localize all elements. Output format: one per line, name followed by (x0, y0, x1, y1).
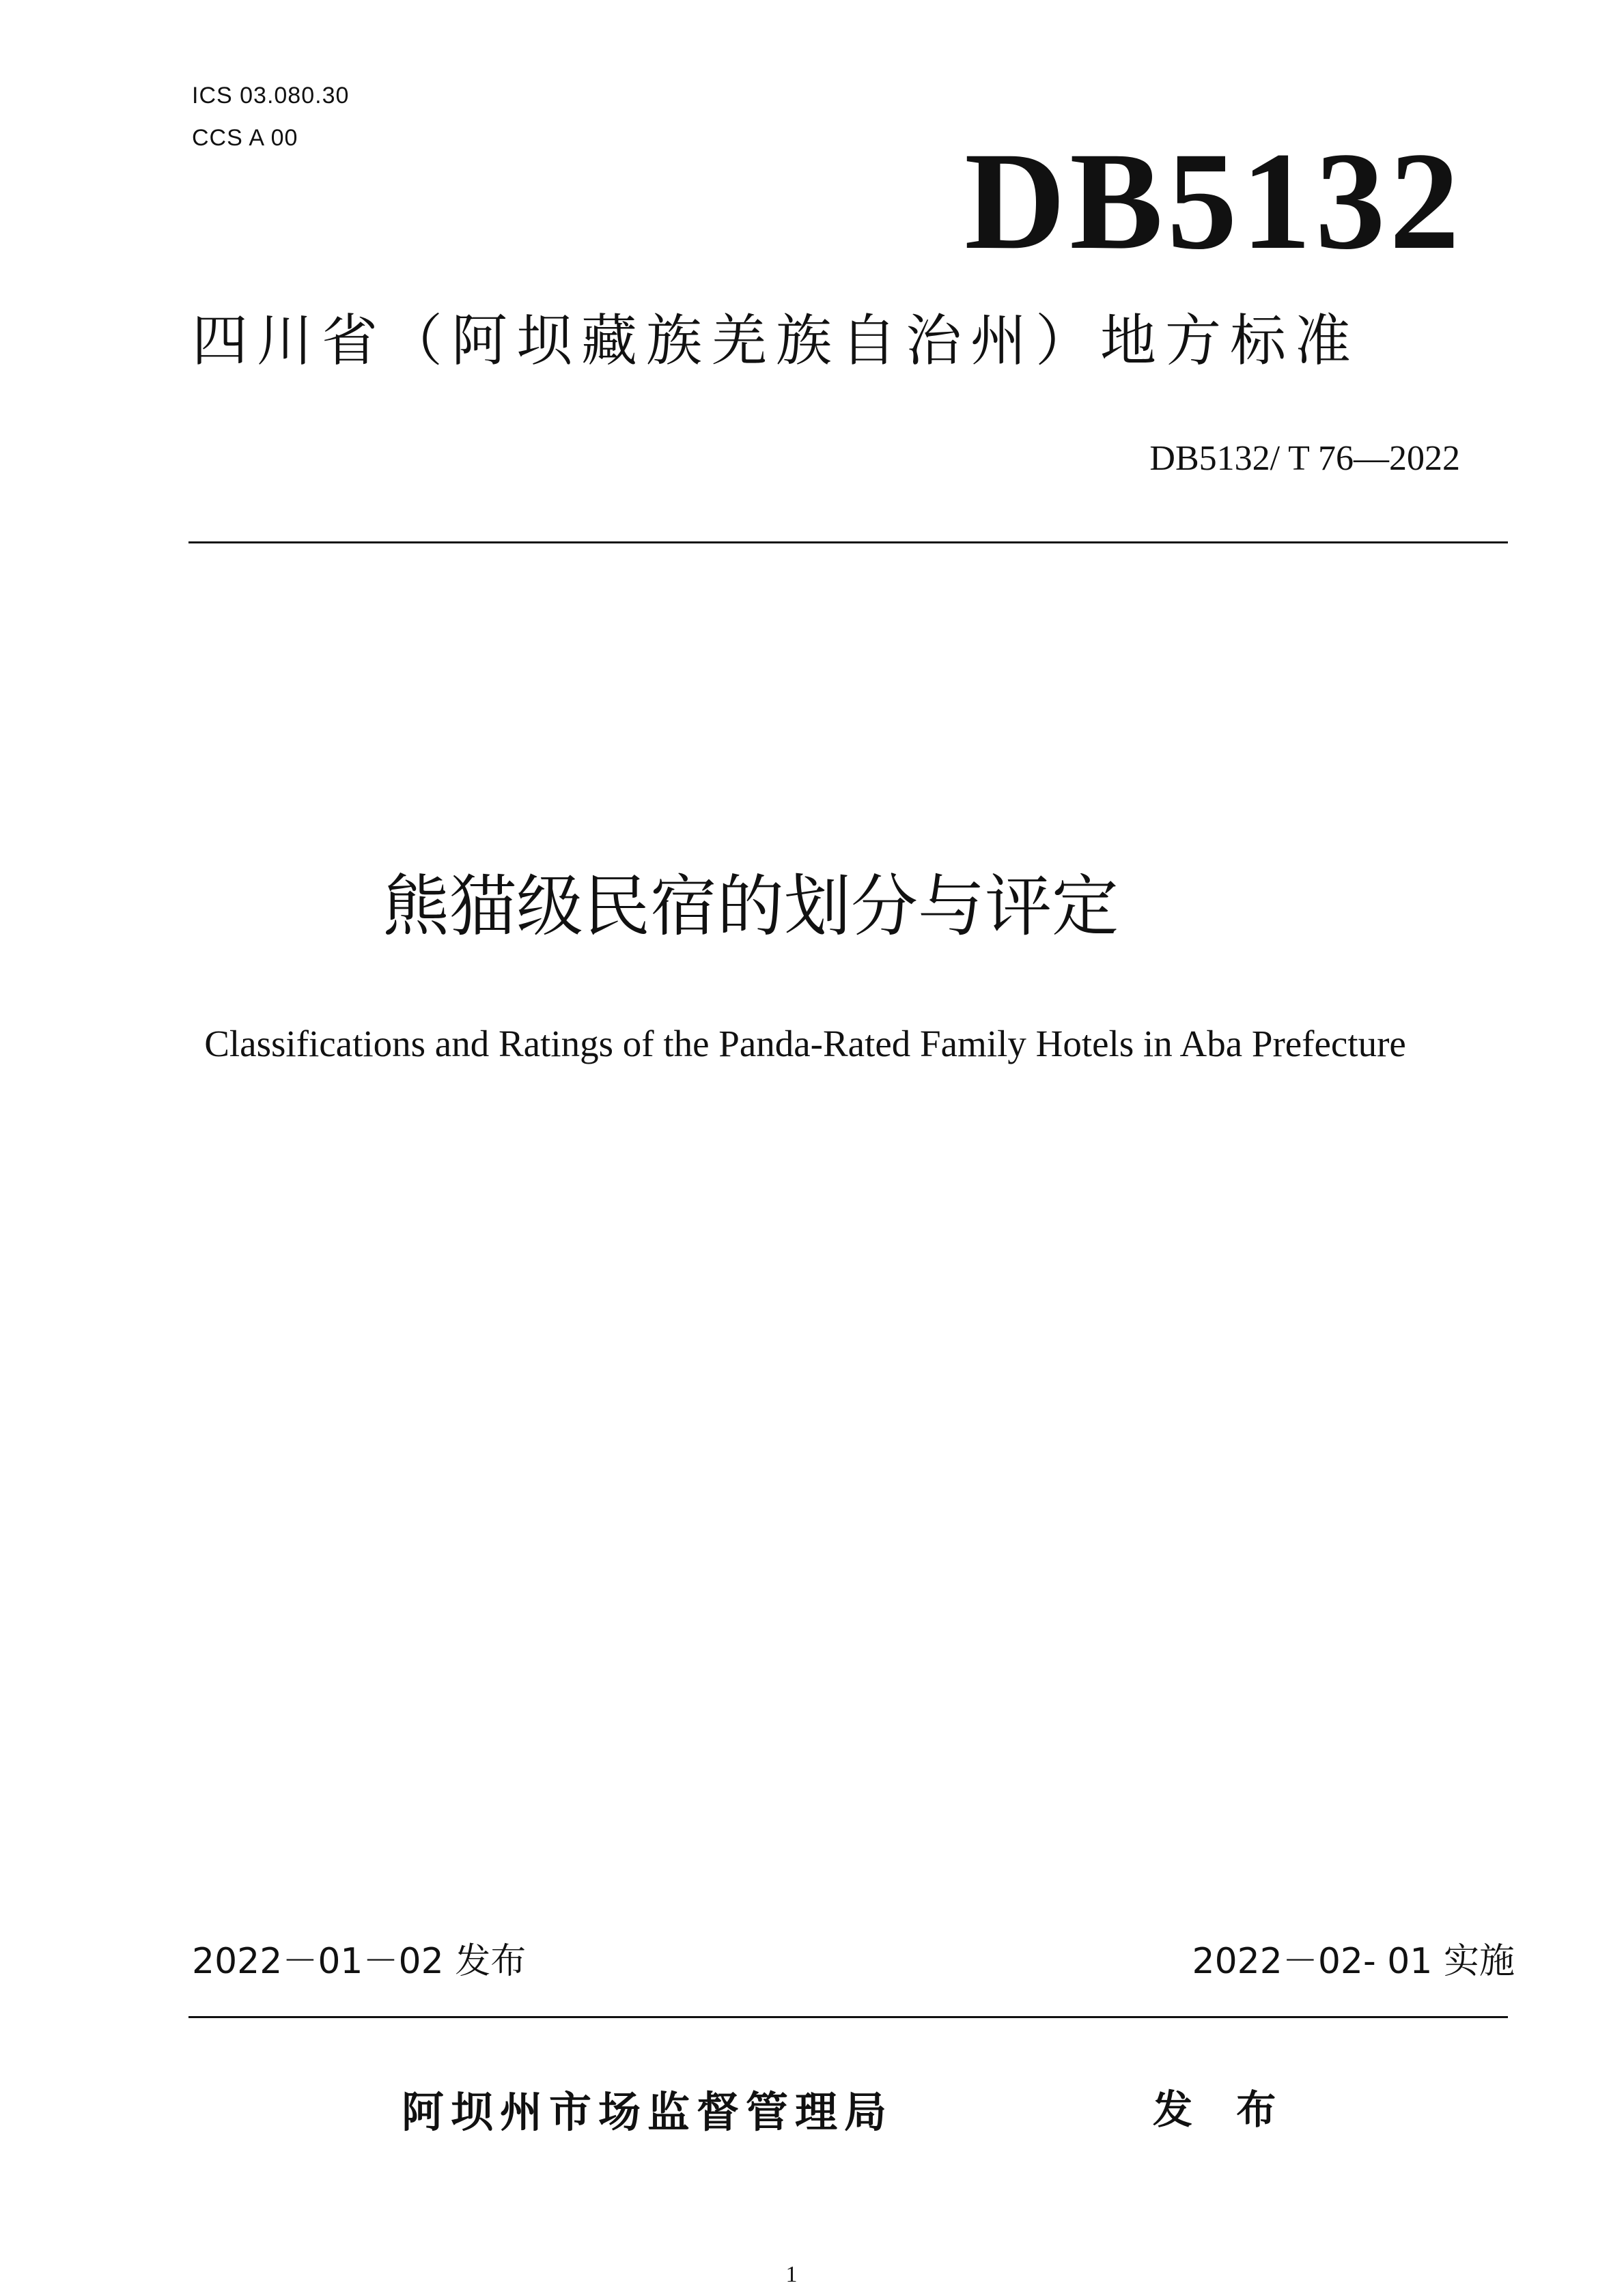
issue-date: 2022－01－02 发布 (192, 1941, 527, 1982)
standard-type: 四川省（阿坝藏族羌族自治州）地方标准 (192, 309, 1360, 373)
publish-label: 发 布 (1153, 2086, 1291, 2133)
document-title-english: Classifications and Ratings of the Panda-Rated Family Hotels in Aba Prefecture (204, 1023, 1406, 1064)
implementation-date: 2022－02- 01 实施 (1192, 1941, 1515, 1982)
standard-number: DB5132/ T 76—2022 (1149, 439, 1460, 478)
page-number: 1 (785, 2262, 798, 2287)
top-divider (188, 541, 1508, 543)
bottom-divider (188, 2016, 1508, 2018)
ics-code: ICS 03.080.30 (192, 83, 350, 109)
publisher-name: 阿坝州市场监督管理局 (402, 2087, 894, 2137)
document-title-chinese: 熊猫级民宿的划分与评定 (382, 868, 1119, 946)
ccs-code: CCS A 00 (192, 125, 298, 151)
standard-code: DB5132 (964, 124, 1464, 279)
